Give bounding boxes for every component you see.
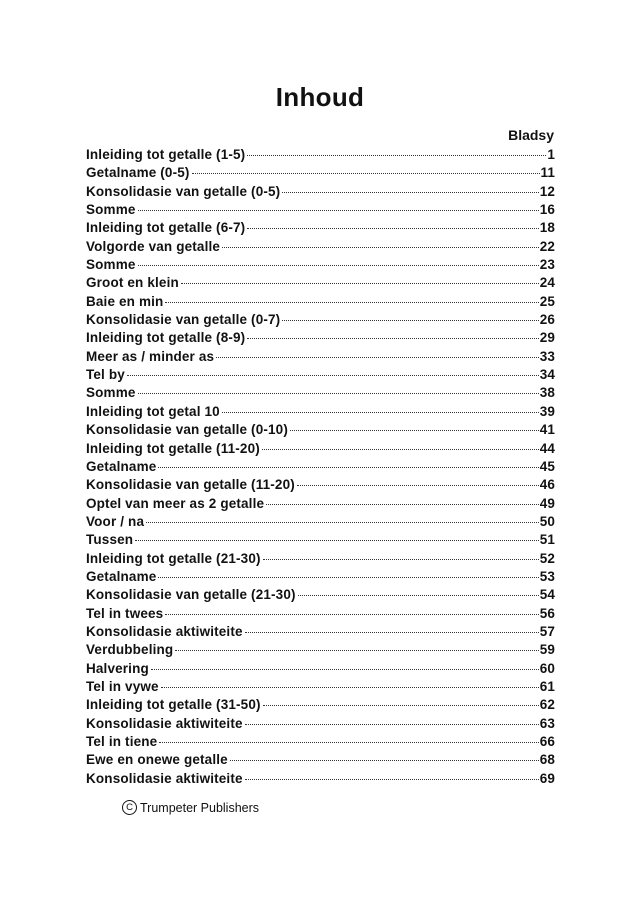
toc-entry (86, 458, 555, 476)
toc-entry-page-number: 22 (539, 238, 555, 254)
publisher-name: Trumpeter Publishers (140, 800, 260, 815)
toc-entry-label: Baie en min (86, 293, 164, 309)
dot-leader (127, 375, 539, 376)
toc-entry (86, 146, 555, 164)
dot-leader (245, 724, 539, 725)
toc-entry (86, 293, 555, 311)
toc-entry (86, 550, 555, 568)
toc-entry-label: Halvering (86, 660, 149, 676)
page-title: Inhoud (275, 82, 365, 112)
dot-leader (181, 283, 539, 284)
toc-entry-page-number: 38 (539, 385, 555, 401)
dot-leader (245, 632, 539, 633)
toc-entry-page-number: 41 (539, 422, 555, 438)
toc-entry-page-number: 68 (539, 752, 555, 768)
toc-entry-page-number: 46 (539, 477, 555, 493)
dot-leader (230, 760, 539, 761)
toc-entry-label: Tel in twees (86, 605, 164, 621)
toc-entry-label: Optel van meer as 2 getalle (86, 495, 265, 511)
toc-entry-page-number: 57 (539, 623, 555, 639)
dot-leader (262, 449, 539, 450)
table-of-contents (86, 146, 555, 788)
toc-entry (86, 238, 555, 256)
toc-entry-label: Verdubbeling (86, 642, 174, 658)
toc-entry-page-number: 23 (539, 257, 555, 273)
dot-leader (135, 540, 539, 541)
toc-entry (86, 274, 555, 292)
toc-entry (86, 605, 555, 623)
dot-leader (151, 669, 539, 670)
toc-entry (86, 733, 555, 751)
toc-entry-page-number: 18 (539, 220, 555, 236)
toc-entry-page-number: 45 (539, 458, 555, 474)
toc-entry-page-number: 16 (539, 202, 555, 218)
toc-entry-label: Somme (86, 257, 136, 273)
dot-leader (282, 192, 538, 193)
dot-leader (175, 650, 538, 651)
dot-leader (298, 595, 539, 596)
toc-entry (86, 384, 555, 402)
toc-entry (86, 440, 555, 458)
toc-entry-page-number: 53 (539, 568, 555, 584)
toc-entry-label: Tel in tiene (86, 734, 158, 749)
toc-entry-page-number: 49 (539, 495, 555, 511)
dot-leader (245, 779, 539, 780)
toc-entry (86, 751, 555, 769)
dot-leader (158, 467, 538, 468)
toc-entry (86, 531, 555, 549)
toc-entry-label: Inleiding tot getalle (6-7) (86, 220, 246, 236)
toc-entry (86, 366, 555, 384)
toc-entry-label: Konsolidasie van getalle (0-5) (86, 183, 281, 199)
toc-entry (86, 219, 555, 237)
toc-entry-label: Inleiding tot getalle (31-50) (86, 697, 261, 713)
dot-leader (222, 247, 539, 248)
toc-entry-label: Konsolidasie van getalle (0-10) (86, 422, 288, 438)
toc-entry (86, 513, 555, 531)
dot-leader (263, 559, 539, 560)
toc-entry-page-number: 29 (539, 330, 555, 346)
toc-entry (86, 256, 555, 274)
dot-leader (222, 412, 539, 413)
dot-leader (161, 687, 539, 688)
toc-entry-label: Inleiding tot getalle (21-30) (86, 550, 261, 566)
toc-entry (86, 568, 555, 586)
toc-entry (86, 201, 555, 219)
toc-entry-label: Getalname (86, 568, 157, 584)
toc-entry (86, 641, 555, 659)
toc-entry (86, 348, 555, 366)
page-column-header: Bladsy (508, 127, 554, 143)
toc-entry-label: Konsolidasie aktiwiteite (86, 770, 243, 786)
dot-leader (138, 210, 539, 211)
dot-leader (138, 393, 539, 394)
dot-leader (165, 302, 538, 303)
toc-entry-label: Konsolidasie aktiwiteite (86, 715, 243, 731)
toc-entry (86, 770, 555, 788)
dot-leader (247, 338, 538, 339)
toc-entry-page-number: 24 (539, 275, 555, 291)
dot-leader (158, 577, 538, 578)
toc-entry-page-number: 51 (539, 532, 555, 548)
toc-entry-label: Tel by (86, 367, 125, 383)
dot-leader (247, 155, 546, 156)
toc-entry-page-number: 39 (539, 403, 555, 419)
dot-leader (192, 173, 540, 174)
toc-entry-page-number: 25 (539, 293, 555, 309)
copyright-icon: C (122, 800, 137, 815)
toc-entry-label: Ewe en onewe getalle (86, 752, 228, 768)
footer (122, 800, 259, 815)
toc-entry (86, 495, 555, 513)
dot-leader (263, 705, 539, 706)
toc-entry (86, 164, 555, 182)
toc-entry-label: Konsolidasie aktiwiteite (86, 623, 243, 639)
toc-entry-page-number: 66 (539, 734, 555, 749)
toc-entry-label: Volgorde van getalle (86, 238, 221, 254)
toc-entry-label: Inleiding tot getalle (1-5) (86, 147, 246, 162)
dot-leader (297, 485, 539, 486)
toc-entry-label: Inleiding tot getalle (11-20) (86, 440, 260, 456)
dot-leader (165, 614, 538, 615)
toc-entry-label: Inleiding tot getal 10 (86, 403, 220, 419)
toc-entry-label: Inleiding tot getalle (8-9) (86, 330, 246, 346)
toc-entry-page-number: 63 (539, 715, 555, 731)
dot-leader (146, 522, 539, 523)
toc-entry-page-number: 50 (539, 513, 555, 529)
toc-entry-label: Getalname (0-5) (86, 165, 190, 181)
toc-entry-page-number: 1 (547, 147, 555, 162)
toc-entry-page-number: 61 (539, 678, 555, 694)
toc-entry (86, 678, 555, 696)
dot-leader (138, 265, 539, 266)
dot-leader (216, 357, 539, 358)
toc-entry (86, 476, 555, 494)
toc-entry-label: Tussen (86, 532, 134, 548)
toc-entry (86, 403, 555, 421)
toc-entry (86, 329, 555, 347)
toc-entry-page-number: 26 (539, 312, 555, 328)
toc-entry-label: Somme (86, 385, 136, 401)
toc-entry-label: Tel in vywe (86, 678, 159, 694)
toc-entry-page-number: 34 (539, 367, 555, 383)
toc-entry-page-number: 33 (539, 348, 555, 364)
toc-entry-page-number: 11 (540, 165, 555, 181)
toc-entry (86, 183, 555, 201)
toc-entry-page-number: 62 (539, 697, 555, 713)
toc-entry-page-number: 44 (539, 440, 555, 456)
toc-entry-label: Meer as / minder as (86, 348, 215, 364)
toc-entry (86, 660, 555, 678)
toc-entry-label: Konsolidasie van getalle (21-30) (86, 587, 296, 603)
dot-leader (290, 430, 539, 431)
dot-leader (266, 504, 539, 505)
dot-leader (247, 228, 538, 229)
toc-entry (86, 696, 555, 714)
toc-entry-page-number: 12 (539, 183, 555, 199)
toc-entry-page-number: 59 (539, 642, 555, 658)
toc-entry (86, 586, 555, 604)
toc-entry-label: Somme (86, 202, 136, 218)
toc-entry-page-number: 60 (539, 660, 555, 676)
toc-entry-page-number: 54 (539, 587, 555, 603)
toc-entry (86, 311, 555, 329)
toc-entry-label: Groot en klein (86, 275, 179, 291)
toc-entry-page-number: 69 (539, 770, 555, 786)
toc-entry (86, 623, 555, 641)
toc-entry-label: Konsolidasie van getalle (0-7) (86, 312, 281, 328)
toc-entry (86, 715, 555, 733)
dot-leader (282, 320, 538, 321)
toc-entry-page-number: 52 (539, 550, 555, 566)
dot-leader (159, 742, 538, 743)
toc-entry-label: Konsolidasie van getalle (11-20) (86, 477, 295, 493)
toc-entry-label: Getalname (86, 458, 157, 474)
toc-entry (86, 421, 555, 439)
toc-entry-label: Voor / na (86, 513, 145, 529)
toc-entry-page-number: 56 (539, 605, 555, 621)
